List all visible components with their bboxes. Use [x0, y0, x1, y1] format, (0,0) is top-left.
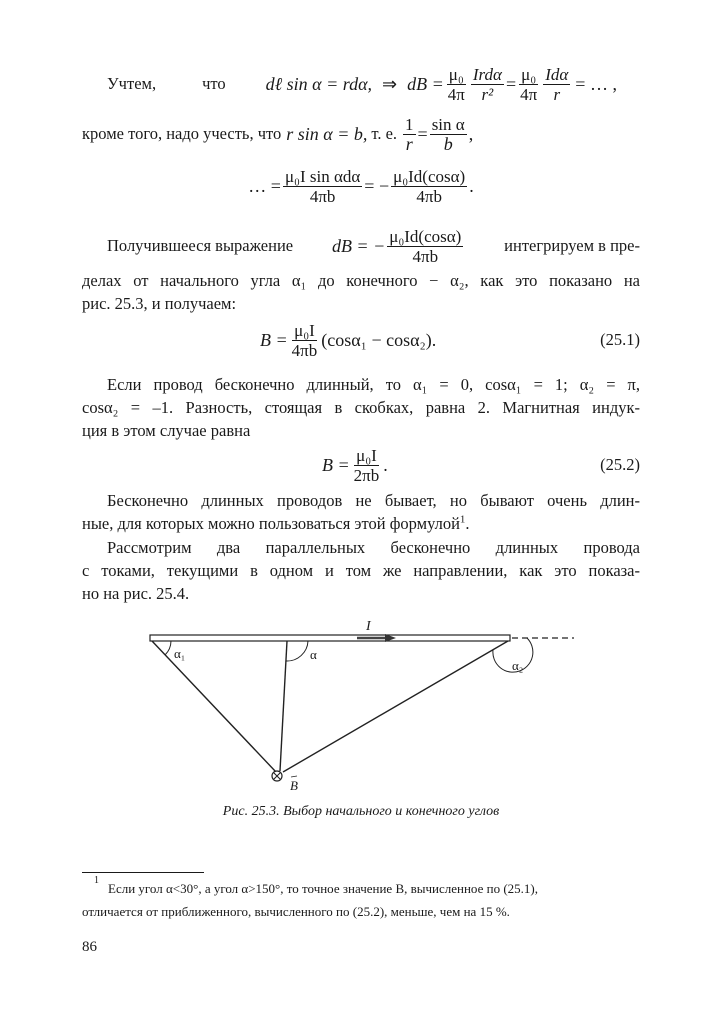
paragraph-line: рис. 25.3, и получаем: — [82, 294, 237, 313]
fraction: $\frac{\text{μ₀}}{4\pi}$ — [520, 64, 538, 104]
fraction: $\frac{\text{μ₀I}}{2\pi b}$ — [353, 445, 380, 485]
fraction: Idα r — [545, 64, 569, 104]
formula: dB = — [407, 74, 444, 94]
footnote-ref[interactable]: 1 — [459, 513, 466, 526]
paragraph-line: с токами, текущими в одном и том же направлении, как это показа- — [82, 561, 640, 580]
line-start — [152, 641, 276, 772]
paragraph-line: ция в этом случае равна — [82, 421, 251, 440]
paragraph-line: ные, для которых можно пользоваться этой формулой$^1$. — [82, 513, 470, 533]
paragraph-line: делах от начального угла α₁ до конечного − α₂, как это показано на — [82, 271, 640, 290]
page-number: 86 — [82, 939, 97, 955]
line-r — [280, 641, 287, 771]
fraction: $\frac{1}{r}$ — [405, 114, 414, 154]
footnote-line: 1 Если угол α<30°, а угол α>150°, то точное значение B, вычисленное по (25.1), — [94, 875, 538, 896]
vector-bar — [291, 776, 297, 777]
fraction: $\frac{\text{sin α}}{b}$ — [431, 114, 465, 154]
angle-label-alpha1: α₁ — [174, 646, 186, 661]
angle-label-alpha: α — [310, 647, 317, 662]
fraction: $\frac{\text{μ₀I}}{4\pi b}$ — [291, 320, 318, 360]
formula-line-1: Учтем, что dℓ sin α = rdα, ⇒ dB = $\frac{\text{μ₀}}{4\pi}$ Irdα r² = $\frac{\text{μ₀}}{4\pi}$ Idα r = … , — [107, 64, 617, 104]
paragraph-line: Если провод бесконечно длинный, то α₁ = 0, cosα₁ = 1; α₂ = π, — [107, 375, 640, 394]
text-line: кроме того, надо учесть, что r sin α = b, т. е. $\frac{1}{r}$ = $\frac{\text{sin α}}{b}$ , — [82, 114, 474, 154]
paragraph-line: Получившееся выражение dB = − $\frac{\text{μ₀Id(cosα)}}{4\pi b}$ интегрируем в пре- — [107, 226, 640, 266]
equation-25-1: B = $\frac{\text{μ₀I}}{4\pi b}$ (cosα₁ − cosα₂). — [260, 320, 437, 360]
paragraph-line: но на рис. 25.4. — [82, 584, 190, 603]
wire — [150, 635, 510, 641]
fraction: Irdα r² — [472, 64, 502, 104]
field-label: B — [290, 778, 298, 793]
angle-label-alpha2: α₂ — [512, 658, 524, 673]
angle-arc-alpha1 — [165, 641, 171, 655]
formula: dℓ sin α = rdα, — [265, 74, 373, 94]
footnote-mark: 1 — [94, 875, 99, 886]
fraction: $\frac{\text{μ₀}}{4\pi}$ — [447, 64, 465, 104]
fraction: μ₀I sin αdα 4πb — [284, 166, 361, 206]
figure-caption: Рис. 25.3. Выбор начального и конечного углов — [222, 804, 500, 819]
fraction: $\frac{\text{μ₀Id(cosα)}}{4\pi b}$ — [393, 166, 466, 206]
fraction: $\frac{\text{μ₀Id(cosα)}}{4\pi b}$ — [389, 226, 462, 266]
implies-symbol: ⇒ — [382, 74, 398, 94]
text: что — [202, 74, 226, 93]
current-label: I — [366, 619, 371, 634]
footnote-divider — [82, 872, 204, 873]
text: Учтем, — [107, 74, 157, 93]
equation: … = μ₀I sin αdα 4πb = − $\frac{\text{μ₀Id(cosα)}}{4\pi b}$ . — [248, 166, 474, 206]
paragraph-line: Бесконечно длинных проводов не бывает, но бывают очень длин- — [107, 491, 640, 510]
footnote-line: отличается от приближенного, вычисленного по (25.2), меньше, чем на 15 %. — [82, 904, 510, 919]
angle-arc-alpha — [286, 641, 308, 661]
equation-number: (25.1) — [600, 330, 640, 349]
equation-number: (25.2) — [600, 455, 640, 474]
paragraph-line: Рассмотрим два параллельных бесконечно длинных провода — [107, 538, 640, 557]
equation-25-2: B = $\frac{\text{μ₀I}}{2\pi b}$ . — [322, 445, 388, 485]
paragraph-line: cosα₂ = –1. Разность, стоящая в скобках, равна 2. Магнитная индук- — [82, 398, 640, 417]
